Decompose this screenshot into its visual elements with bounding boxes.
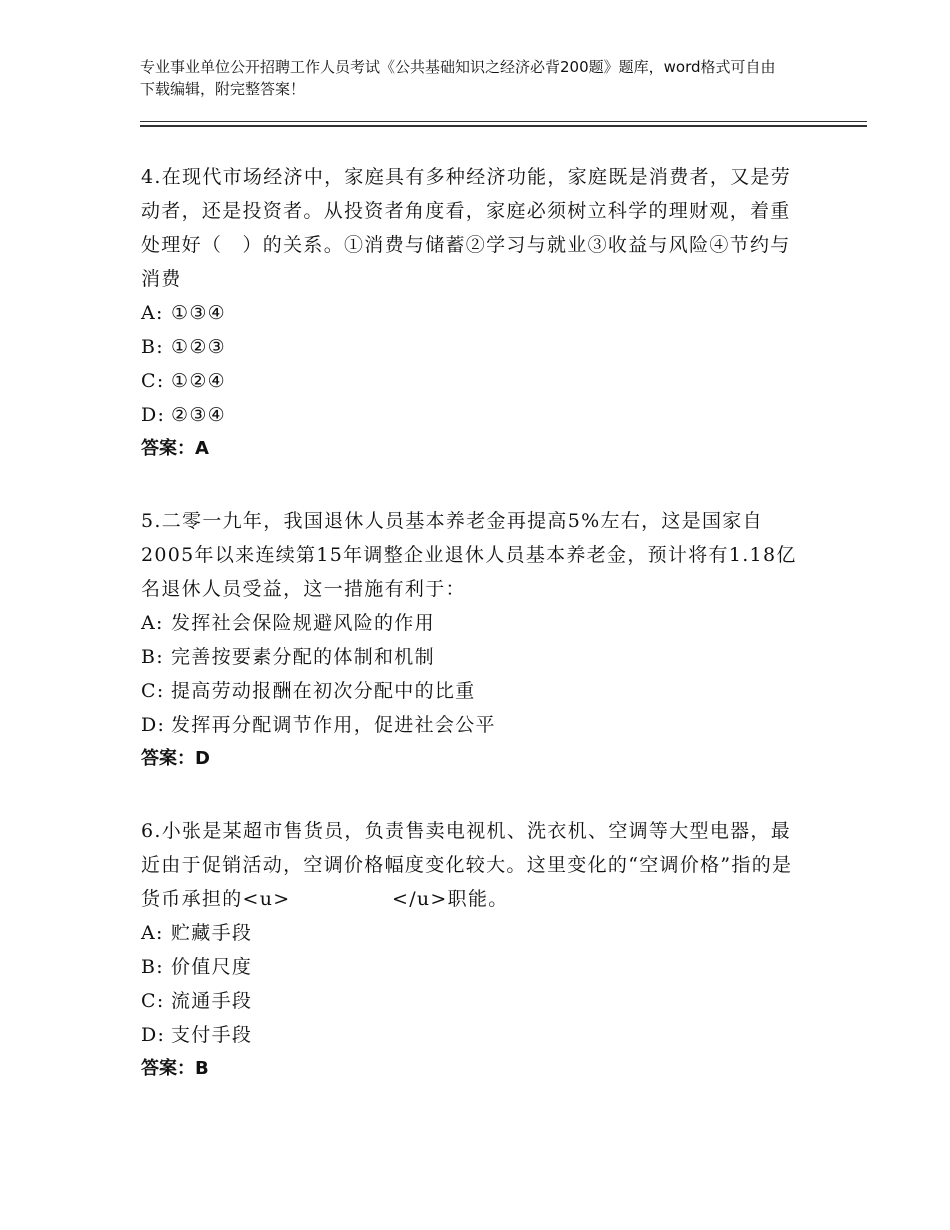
option-c: [141, 364, 801, 398]
option-letter: C:: [141, 370, 165, 392]
option-letter: D:: [141, 714, 166, 736]
option-a: [141, 606, 801, 640]
option-text: 完善按要素分配的体制和机制: [171, 646, 435, 668]
option-text: ①②④: [171, 370, 226, 392]
option-text: 价值尺度: [171, 956, 253, 978]
question-stem: 4.在现代市场经济中，家庭具有多种经济功能，家庭既是消费者，又是劳动者，还是投资者。从投资者角度看，家庭必须树立科学的理财观，着重处理好（ ）的关系。①消费与储蓄②学习与就业③收益与风险④节约与消费: [141, 166, 792, 290]
option-text: 发挥再分配调节作用，促进社会公平: [171, 714, 496, 736]
answer-line: 答案：D: [141, 748, 210, 769]
header-divider: [140, 121, 867, 127]
option-letter: D:: [141, 1024, 166, 1046]
question-stem: 5.二零一九年，我国退休人员基本养老金再提高5%左右，这是国家自2005年以来连续第15年调整企业退休人员基本养老金，预计将有1.18亿名退休人员受益，这一措施有利于：: [141, 510, 797, 600]
option-text: 流通手段: [171, 990, 253, 1012]
option-text: 发挥社会保险规避风险的作用: [171, 612, 435, 634]
option-b: [141, 950, 801, 984]
option-letter: B:: [141, 956, 164, 978]
option-letter: A:: [141, 612, 164, 634]
option-b: [141, 640, 801, 674]
option-text: 支付手段: [171, 1024, 253, 1046]
option-c: [141, 674, 801, 708]
option-letter: A:: [141, 922, 164, 944]
question-item: [141, 814, 801, 1086]
option-letter: C:: [141, 680, 165, 702]
option-b: [141, 330, 801, 364]
answer-line: 答案：B: [141, 1058, 209, 1079]
header-title: 专业事业单位公开招聘工作人员考试《公共基础知识之经济必背200题》题库，word格式可自由下载编辑，附完整答案！: [140, 58, 776, 98]
option-c: [141, 984, 801, 1018]
option-a: [141, 916, 801, 950]
question-item: [141, 504, 801, 776]
option-letter: C:: [141, 990, 165, 1012]
option-letter: B:: [141, 336, 164, 358]
answer-line: 答案：A: [141, 438, 209, 459]
option-d: [141, 708, 801, 742]
option-text: 提高劳动报酬在初次分配中的比重: [171, 680, 476, 702]
option-a: [141, 296, 801, 330]
option-text: ①②③: [171, 336, 226, 358]
document-header: [140, 56, 780, 100]
question-stem: 6.小张是某超市售货员，负责售卖电视机、洗衣机、空调等大型电器，最近由于促销活动，空调价格幅度变化较大。这里变化的“空调价格”指的是货币承担的<u> </u>职能。: [141, 820, 793, 910]
option-letter: A:: [141, 302, 164, 324]
option-letter: D:: [141, 404, 166, 426]
question-list: [141, 160, 801, 1124]
option-text: 贮藏手段: [171, 922, 253, 944]
option-text: ②③④: [171, 404, 226, 426]
option-text: ①③④: [171, 302, 226, 324]
question-item: [141, 160, 801, 466]
option-d: [141, 398, 801, 432]
option-letter: B:: [141, 646, 164, 668]
option-d: [141, 1018, 801, 1052]
